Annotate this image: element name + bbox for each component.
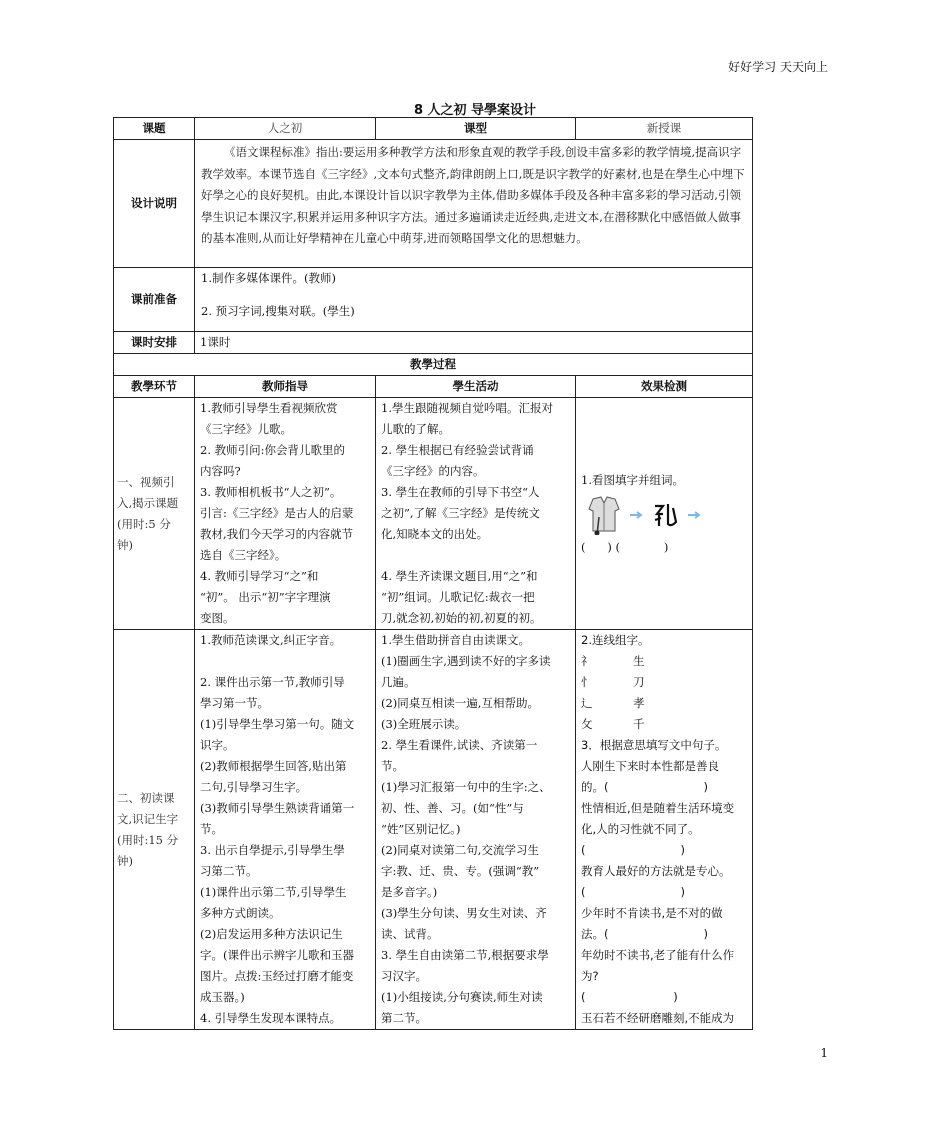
- header-check: 效果检测: [576, 376, 753, 398]
- radical-right[interactable]: 千: [633, 717, 645, 731]
- radical-matching: [581, 651, 747, 735]
- stage2-check: 2.连线组字。 礻 生 忄 刀 辶 孝 攵 千 3．根据意思填写文中句子。 人刚生下来时本性都是善良 的。( ) 性情相近,但是随着生活环境变 化,人的习性就不同了。 ( ) 教育人最好的方法就是专心。 ( ) 少年时不肯读书,是不对的做 法。( ) 年幼时不读书,老了能有什么作 为? ( ) 玉石若不经研磨雕刻,不能成为: [576, 630, 753, 1030]
- prep-label: 课前准备: [114, 268, 195, 332]
- check3-title: 3．根据意思填写文中句子。: [581, 738, 727, 752]
- stage2-teacher: 1.教师范读课文,纠正字音。 2. 课件出示第一节,教师引导 學习第一节。 (1)引导學生學习第一句。随文 识字。 (2)教师根据學生回答,贴出第 二句,引导學习生字。 (3)教师引导學生熟读背诵第一 节。 3. 出示自學提示,引导學生學 习第二节。 (1)课件出示第二节,引导學生 多种方式朗读。 (2)启发运用多种方法识记生 字。(课件出示辨字儿歌和玉器 图片。点拨:玉经过打磨才能变 成玉器。) 4. 引导學生发现本课特点。: [195, 630, 376, 1030]
- radical-left[interactable]: 礻: [581, 654, 593, 668]
- prep-cell: [195, 268, 753, 332]
- radical-left[interactable]: 辶: [581, 696, 593, 710]
- schedule-label: 课时安排: [114, 332, 195, 354]
- radical-right[interactable]: 孝: [633, 696, 645, 710]
- arrow-right-icon: [629, 510, 645, 520]
- schedule-value: 1课时: [195, 332, 753, 354]
- page-number: 1: [820, 1046, 828, 1060]
- stage1-student: 1.學生跟随视频自觉吟唱。汇报对 儿歌的了解。 2. 學生根据已有经验尝试背诵 《三字经》的内容。 3. 學生在教师的引导下书空“人 之初”,了解《三字经》是传统文 化,知晓本文的出处。 4. 學生齐读课文题目,用“之”和 “初”组词。儿歌记忆:裁衣一把 刀,就念初,初始的初,初夏的初。: [376, 398, 576, 630]
- design-label: 设计说明: [114, 140, 195, 268]
- etymology-figure: [585, 495, 747, 535]
- stage1-check: [576, 398, 753, 630]
- stage2-name: 二、初读课 文,识记生字 (用时:15 分 钟): [114, 630, 195, 1030]
- ancient-glyph-icon: [651, 500, 681, 530]
- stage1-name: 一、视频引 入,揭示课题 (用时:5 分 钟): [114, 398, 195, 630]
- document-title: 8 人之初 导學案设计: [413, 103, 537, 118]
- radical-left[interactable]: 忄: [581, 675, 593, 689]
- header-stage: 教學环节: [114, 376, 195, 398]
- check2-title: 2.连线组字。: [581, 633, 650, 647]
- process-title: 教學过程: [114, 354, 753, 376]
- radical-left[interactable]: 攵: [581, 717, 593, 731]
- check1-answer-blank[interactable]: ( ) ( ): [581, 539, 669, 554]
- type-label: 课型: [376, 118, 576, 140]
- arrow-right-icon: [687, 510, 703, 520]
- prep-item: 2. 预习字词,搜集对联。(學生): [201, 304, 355, 318]
- design-text: 《语文课程标准》指出:要运用多种教学方法和形象直观的教学手段,创设丰富多彩的教学情境,提高识字教学效率。本课节选自《三字经》,文本句式整齐,韵律朗朗上口,既是识字教学的好素材,也是在學生心中埋下好學之心的良好契机。由此,本课设计旨以识字教學为主体,借助多媒体手段及各种丰富多彩的學习活动,引领學生识记本课汉字,积累并运用多种识字方法。通过多遍诵读走近经典,走进文本,在潜移默化中感悟做人做事的基本准则,从而让好學精神在儿童心中萌芽,进而领略国學文化的思想魅力。: [201, 145, 745, 245]
- design-text-cell: [195, 140, 753, 268]
- stage2-student: 1.學生借助拼音自由读课文。 (1)圈画生字,遇到读不好的字多读 几遍。 (2)同桌互相读一遍,互相帮助。 (3)全班展示读。 2. 學生看课件,试读、齐读第一 节。 (1)學习汇报第一句中的生字:之、 初、性、善、习。(如“性”与 “姓”区别记忆。) (2)同桌对读第二句,交流学习生 字:教、迁、贵、专。(强调“教” 是多音字。) (3)學生分句读、男女生对读、齐 读、试背。 3. 學生自由读第二节,根据要求學 习汉字。 (1)小组接读,分句赛读,师生对读 第二节。: [376, 630, 576, 1030]
- radical-right[interactable]: 刀: [633, 675, 645, 689]
- prep-item: 1.制作多媒体课件。(教师): [201, 271, 336, 285]
- header-student: 學生活动: [376, 376, 576, 398]
- header-motto: 好好学习 天天向上: [728, 60, 828, 74]
- garment-icon: [585, 495, 623, 535]
- header-teacher: 教师指导: [195, 376, 376, 398]
- type-value: 新授课: [576, 118, 753, 140]
- check1-title: 1.看图填字并组词。: [581, 472, 684, 487]
- stage1-teacher: 1.教师引导學生看视频欣赏 《三字经》儿歌。 2. 教师引问:你会背儿歌里的 内容吗? 3. 教师相机板书“人之初”。 引言:《三字经》是古人的启蒙 教材,我们今天学习的内容就节 选自《三字经》。 4. 教师引导学习“之”和 “初”。 出示“初”字字理演 变图。: [195, 398, 376, 630]
- radical-right[interactable]: 生: [633, 654, 645, 668]
- lesson-label: 课题: [114, 118, 195, 140]
- lesson-plan-table: [113, 117, 753, 1030]
- lesson-value: 人之初: [195, 118, 376, 140]
